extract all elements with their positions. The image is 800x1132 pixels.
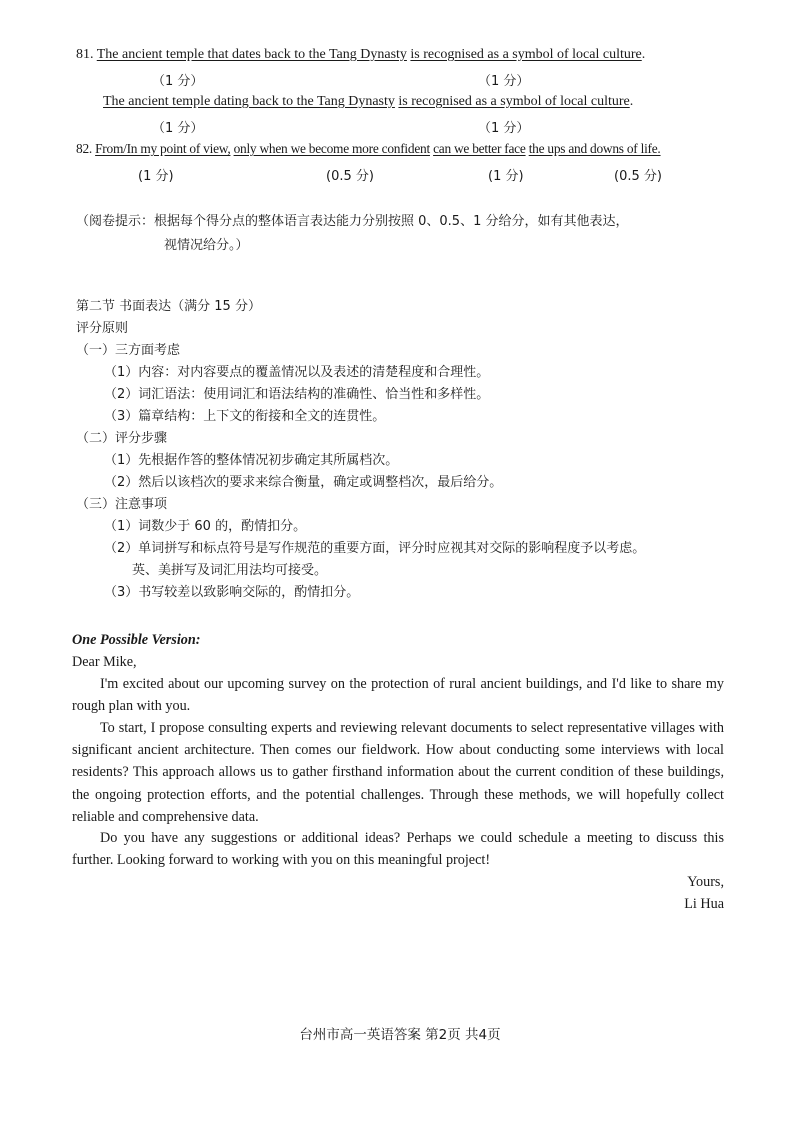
sample-heading: One Possible Version:: [72, 632, 201, 648]
q82-score-2: (0.5 分): [326, 169, 374, 184]
q81-score-2b: （1 分）: [478, 121, 530, 136]
part2-item-2: （2）然后以该档次的要求来综合衡量，确定或调整档次，最后给分。: [104, 475, 503, 490]
letter-closing: Yours,: [687, 874, 724, 890]
letter-paragraph-2: To start, I propose consulting experts and reviewing relevant documents to select representative villages with significant ancient architecture. Then comes our fieldwork. How about conducting some interviews with local residents? This approach allows us to gather firsthand information about the current condition of these buildings, the ongoing protection efforts, and the potential challenges. Through these methods, we will hopefully collect reliable and comprehensive data.: [72, 720, 724, 825]
letter-paragraph-3: Do you have any suggestions or additional ideas? Perhaps we could schedule a meeting to discuss this further. Looking forward to working with you on this meaningful project!: [72, 830, 724, 869]
q82-score-1: (1 分): [138, 169, 174, 184]
letter-greeting: Dear Mike,: [72, 654, 137, 670]
section2-title: 第二节 书面表达（满分 15 分）: [76, 299, 261, 314]
letter-signature: Li Hua: [684, 896, 724, 912]
q81-score-2a: （1 分）: [152, 121, 204, 136]
letter-paragraph-1: I'm excited about our upcoming survey on the protection of rural ancient buildings, and I'd like to share my rough plan with you.: [72, 676, 724, 715]
part2-heading: （二）评分步骤: [76, 431, 168, 446]
q81-score-1b: （1 分）: [478, 74, 530, 89]
part1-heading: （一）三方面考虑: [76, 343, 181, 358]
q81-line1: [76, 47, 645, 63]
q81-line2: [103, 94, 633, 110]
q81-number: 81.: [76, 47, 94, 62]
section2-principles: 评分原则: [76, 321, 129, 336]
q82-segment2: only when we become more confident: [233, 141, 430, 156]
q81-line1-segment1: The ancient temple that dates back to the Tang Dynasty: [96, 47, 407, 62]
q81-line2-segment1: The ancient temple dating back to the Tang Dynasty: [103, 94, 395, 109]
part1-item-3: （3）篇章结构：上下文的衔接和全文的连贯性。: [104, 409, 386, 424]
q82-segment1: From/In my point of view,: [95, 141, 231, 156]
part3-item-2: （2）单词拼写和标点符号是写作规范的重要方面，评分时应视其对交际的影响程度予以考虑。: [104, 541, 646, 556]
q82-number: 82.: [76, 141, 92, 156]
q81-line1-segment2: is recognised as a symbol of local culture: [410, 47, 642, 62]
q82-score-3: (1 分): [488, 169, 524, 184]
marking-tip-line2: 视情况给分。）: [164, 238, 249, 253]
part3-heading: （三）注意事项: [76, 497, 168, 512]
part2-item-1: （1）先根据作答的整体情况初步确定其所属档次。: [104, 453, 399, 468]
part3-item-1: （1）词数少于 60 的，酌情扣分。: [104, 519, 307, 534]
q81-score-1a: （1 分）: [152, 74, 204, 89]
part3-item-2-continued: 英、美拼写及词汇用法均可接受。: [132, 563, 328, 578]
part3-item-3: （3）书写较差以致影响交际的，酌情扣分。: [104, 585, 360, 600]
q82-score-4: (0.5 分): [614, 169, 662, 184]
q81-line2-end: .: [629, 94, 634, 109]
page-footer: 台州市高一英语答案 第2页 共4页: [299, 1027, 501, 1043]
marking-tip-line1: （阅卷提示：根据每个得分点的整体语言表达能力分别按照 0、0.5、1 分给分，如有其他表达，: [76, 214, 629, 229]
part1-item-1: （1）内容：对内容要点的覆盖情况以及表述的清楚程度和合理性。: [104, 365, 490, 380]
q82-line: [76, 141, 661, 157]
part1-item-2: （2）词汇语法：使用词汇和语法结构的准确性、恰当性和多样性。: [104, 387, 490, 402]
q82-segment3: can we better face: [433, 141, 526, 156]
q81-line1-end: .: [641, 47, 646, 62]
q82-segment4: the ups and downs of life.: [528, 141, 661, 156]
q81-line2-segment2: is recognised as a symbol of local culture: [398, 94, 630, 109]
